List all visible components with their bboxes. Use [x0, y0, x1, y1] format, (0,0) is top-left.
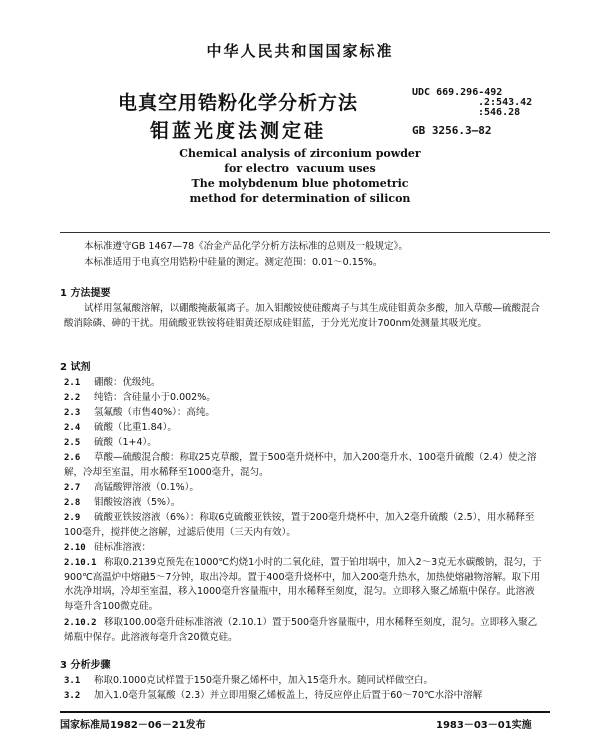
- item-number: 2.1: [64, 378, 81, 388]
- title-english-line1: Chemical analysis of zirconium powder: [179, 147, 421, 160]
- item-text: 称取0.2139克预先在1000℃灼烧1小时的二氧化硅，置于铂坩埚中，加入2～3克无水碳酸钠，混匀，于900℃高温炉中熔融5～7分钟，取出冷却。置于400毫升烧杯中，加入200毫升热水，加热使熔融物溶解。取下用水洗净坩埚，冷却至室温，移入1000毫升容量瓶中，用水稀释至刻度，混匀。立即移入聚乙烯瓶中保存。此溶液每毫升含100微克硅。: [64, 557, 542, 612]
- list-item: [64, 511, 544, 540]
- list-item: [64, 556, 544, 614]
- list-item: [64, 541, 544, 556]
- section-1-body: 试样用氢氟酸溶解，以硼酸掩蔽氟离子。加入钼酸铵使硅酸离子与其生成硅钼黄杂多酸，加入草酸—硫酸混合酸消除磷、砷的干扰。用硫酸亚铁铵将硅钼黄还原成硅钼蓝，于分光光度计700nm处测量其吸光度。: [64, 303, 541, 329]
- list-item: [64, 674, 544, 689]
- section-2-heading: 2 试剂: [60, 362, 91, 373]
- title-english-line2: for electro vacuum uses: [224, 162, 376, 175]
- list-item: [64, 406, 544, 421]
- intro-paragraph-1: 本标准遵守GB 1467—78《冶金产品化学分析方法标准的总则及一般规定》。: [84, 241, 408, 252]
- list-item: [64, 616, 544, 645]
- footer-divider: [60, 711, 550, 713]
- list-item: [64, 421, 544, 436]
- list-item: [64, 496, 544, 511]
- udc-line1: UDC 669.296-492: [412, 87, 503, 98]
- item-text: 加入1.0毫升氢氟酸（2.3）并立即用聚乙烯板盖上，待反应停止后置于60～70℃水浴中溶解: [94, 690, 483, 701]
- issue-date: 国家标准局1982－06－21发布: [60, 720, 206, 731]
- item-number: 2.9: [64, 513, 81, 523]
- title-english: [60, 146, 540, 206]
- item-number: 2.3: [64, 408, 81, 418]
- section-1-heading: 1 方法提要: [60, 288, 111, 299]
- item-text: 硅标准溶液：: [94, 542, 152, 553]
- item-text: 硼酸：优级纯。: [94, 377, 161, 388]
- item-number: 2.10.2: [64, 618, 97, 628]
- title-english-line3: The molybdenum blue photometric: [191, 177, 409, 190]
- item-number: 2.5: [64, 438, 81, 448]
- item-text: 移取100.00毫升硅标准溶液（2.10.1）置于500毫升容量瓶中，用水稀释至刻度，混匀。立即移入聚乙烯瓶中保存。此溶液每毫升含20微克硅。: [64, 617, 538, 643]
- udc-line3: :546.28: [478, 107, 521, 118]
- header-divider: [60, 232, 550, 233]
- list-item: [64, 689, 544, 705]
- item-number: 2.8: [64, 498, 81, 508]
- item-text: 硫酸亚铁铵溶液（6%）：称取6克硫酸亚铁铵，置于200毫升烧杯中，加入2毫升硫酸（2.5），用水稀释至100毫升，搅拌使之溶解，过滤后使用（三天内有效）。: [64, 512, 535, 538]
- item-number: 3.1: [64, 676, 81, 686]
- implementation-date: 1983－03－01实施: [436, 720, 532, 731]
- item-text: 硫酸（比重1.84）。: [94, 422, 177, 433]
- list-item: [64, 451, 544, 480]
- item-number: 2.6: [64, 453, 81, 463]
- item-text: 称取0.1000克试样置于150毫升聚乙烯杯中，加入15毫升水。随同试样做空白。: [94, 675, 433, 686]
- item-text: 高锰酸钾溶液（0.1%）。: [94, 482, 199, 493]
- item-text: 氢氟酸（市售40%）：高纯。: [94, 407, 215, 418]
- item-number: 2.4: [64, 423, 81, 433]
- item-text: 纯锆：含硅量小于0.002%。: [94, 392, 216, 403]
- gb-standard-number: GB 3256.3—82: [412, 124, 492, 137]
- item-number: 2.10: [64, 543, 86, 553]
- section-3-heading: 3 分析步骤: [60, 660, 111, 671]
- udc-line2: .2:543.42: [478, 97, 533, 108]
- list-item: [64, 376, 544, 391]
- item-number: 2.10.1: [64, 558, 97, 568]
- list-item: [64, 391, 544, 406]
- title-chinese-line2: 钼蓝光度法测定硅: [150, 120, 327, 142]
- item-text: 硫酸（1+4）。: [94, 437, 157, 448]
- list-item: [64, 481, 544, 496]
- issuing-authority-header: 中华人民共和国国家标准: [206, 42, 394, 60]
- item-text: 草酸—硫酸混合酸：称取25克草酸，置于500毫升烧杯中，加入200毫升水、100毫升硫酸（2.4）使之溶解，冷却至室温，用水稀释至1000毫升，混匀。: [64, 452, 537, 478]
- item-number: 2.2: [64, 393, 81, 403]
- list-item: [64, 436, 544, 451]
- item-text: 钼酸铵溶液（5%）。: [94, 497, 181, 508]
- title-chinese-line1: 电真空用锆粉化学分析方法: [118, 92, 359, 114]
- title-english-line4: method for determination of silicon: [189, 192, 411, 205]
- udc-classification: [412, 88, 532, 118]
- item-number: 2.7: [64, 483, 81, 493]
- intro-paragraph-2: 本标准适用于电真空用锆粉中硅量的测定。测定范围：0.01～0.15%。: [84, 257, 383, 268]
- item-number: 3.2: [64, 691, 81, 701]
